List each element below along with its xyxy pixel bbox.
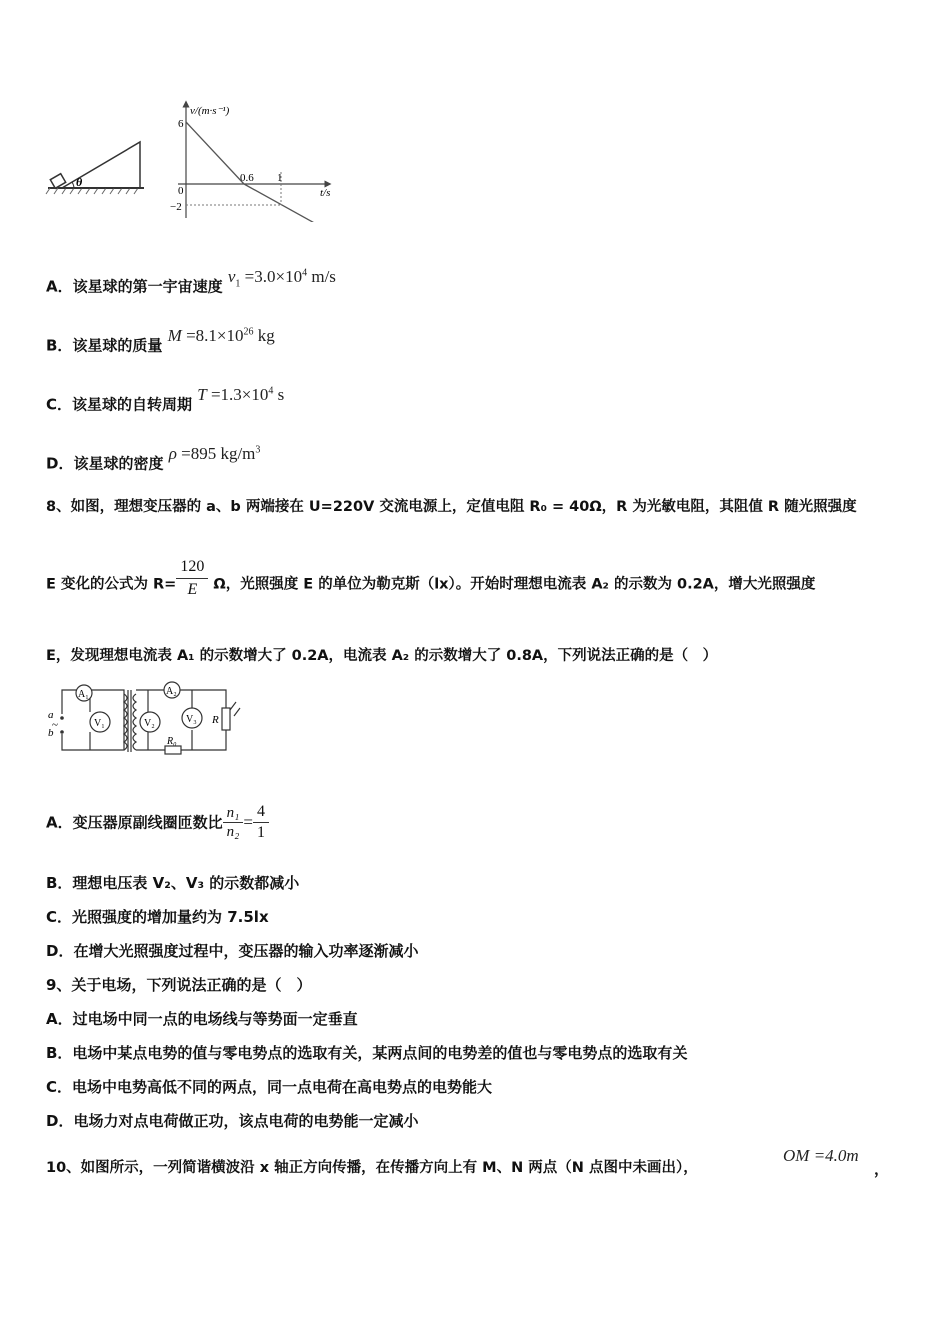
q8-stem-line-2: E 变化的公式为 R= $\frac{120}{E}$ Ω，光照强度 E 的单位为勒克斯（lx）。开始时理想电流表 A₂ 的示数为 0.2A，增大光照强度	[46, 562, 815, 607]
circuit-label-a1: A₁	[78, 689, 89, 700]
theta-label: θ	[76, 175, 83, 189]
velocity-segment-1	[186, 122, 244, 184]
q9-option-b: B．电场中某点电势的值与零电势点的选取有关，某两点间的电势差的值也与零电势点的选取有关	[46, 1044, 688, 1062]
circuit-label-tilde: ~	[52, 719, 58, 731]
q7-option-b-formula: $M =8.1\times 10^{26}$ kg	[167, 325, 275, 345]
incline-figure	[44, 136, 154, 196]
tick-0: 0	[178, 185, 184, 197]
q9-option-a: A．过电场中同一点的电场线与等势面一定垂直	[46, 1010, 358, 1028]
q9-option-c: C．电场中电势高低不同的两点，同一点电荷在高电势点的电势能大	[46, 1078, 493, 1096]
circuit-label-a2: A₂	[166, 686, 177, 697]
q10-om-formula: OM =4.0m	[783, 1146, 859, 1165]
q8-r-fraction: $\frac{120}{E}$	[176, 556, 208, 601]
q7-option-a-formula: $v_1 =3.0\times 10^4$ m/s	[227, 266, 336, 290]
tick-6: 6	[178, 118, 184, 130]
q9-stem: 9、关于电场，下列说法正确的是（ ）	[46, 976, 312, 994]
q7-option-c-label: C．该星球的自转周期	[46, 395, 193, 414]
x-axis-label: t/s	[320, 187, 331, 199]
q8-turns-ratio-right: $\frac{4}{1}$	[253, 802, 269, 843]
q7-option-d	[46, 443, 261, 474]
tick-0-6: 0.6	[240, 172, 254, 184]
transformer-circuit	[44, 680, 244, 756]
q10-stem: 10、如图所示，一列简谐横波沿 x 轴正方向传播，在传播方向上有 M、N 两点（N 点图中未画出），	[46, 1160, 698, 1176]
q7-option-b	[46, 325, 275, 356]
circuit-label-r: R	[212, 714, 219, 726]
circuit-label-v2: V₂	[144, 718, 155, 729]
q8-stem-line-3: E，发现理想电流表 A₁ 的示数增大了 0.2A，电流表 A₂ 的示数增大了 0.8A，下列说法正确的是（ ）	[46, 648, 718, 664]
q8-option-b: B．理想电压表 V₂、V₃ 的示数都减小	[46, 874, 300, 892]
q7-option-c	[46, 384, 285, 415]
q8-option-d: D．在增大光照强度过程中，变压器的输入功率逐渐减小	[46, 942, 419, 960]
q8-turns-ratio-left: $\frac{\text{n₁}}{\text{n₂}}$	[223, 804, 244, 841]
circuit-label-a: a	[48, 709, 54, 721]
q8-stem-line-1: 8、如图，理想变压器的 a、b 两端接在 U=220V 交流电源上，定值电阻 R₀ = 40Ω，R 为光敏电阻，其阻值 R 随光照强度	[46, 499, 857, 515]
q8-option-a: A．变压器原副线圈匝数比 $\frac{\text{n₁}}{\text{n₂}}$ = $\frac{4}{1}$	[46, 796, 269, 848]
circuit-label-v1: V₁	[94, 718, 105, 729]
tick-1: 1	[277, 172, 283, 184]
q7-option-a	[46, 266, 336, 304]
circuit-label-v3: V₃	[186, 714, 197, 725]
q7-option-b-label: B．该星球的质量	[46, 336, 163, 355]
circuit-label-b: b	[48, 727, 54, 739]
q7-option-d-formula: ρ =895 $kg/m^3$	[168, 443, 261, 463]
q10-tail: ，	[874, 1160, 890, 1178]
tick-neg2: −2	[170, 201, 182, 213]
y-axis-label: v/(m·s⁻¹)	[190, 105, 230, 117]
q7-option-a-label: A．该星球的第一宇宙速度	[46, 277, 223, 296]
vt-graph	[168, 100, 338, 222]
q7-option-d-label: D．该星球的密度	[46, 454, 164, 473]
q7-option-c-formula: $T =1.3\times 10^4$ s	[197, 384, 285, 404]
circuit-label-r0: R₀	[167, 736, 177, 747]
q8-option-c: C．光照强度的增加量约为 7.5lx	[46, 908, 269, 926]
q9-option-d: D．电场力对点电荷做正功，该点电荷的电势能一定减小	[46, 1112, 419, 1130]
q8-option-a-label: A．变压器原副线圈匝数比	[46, 813, 223, 832]
